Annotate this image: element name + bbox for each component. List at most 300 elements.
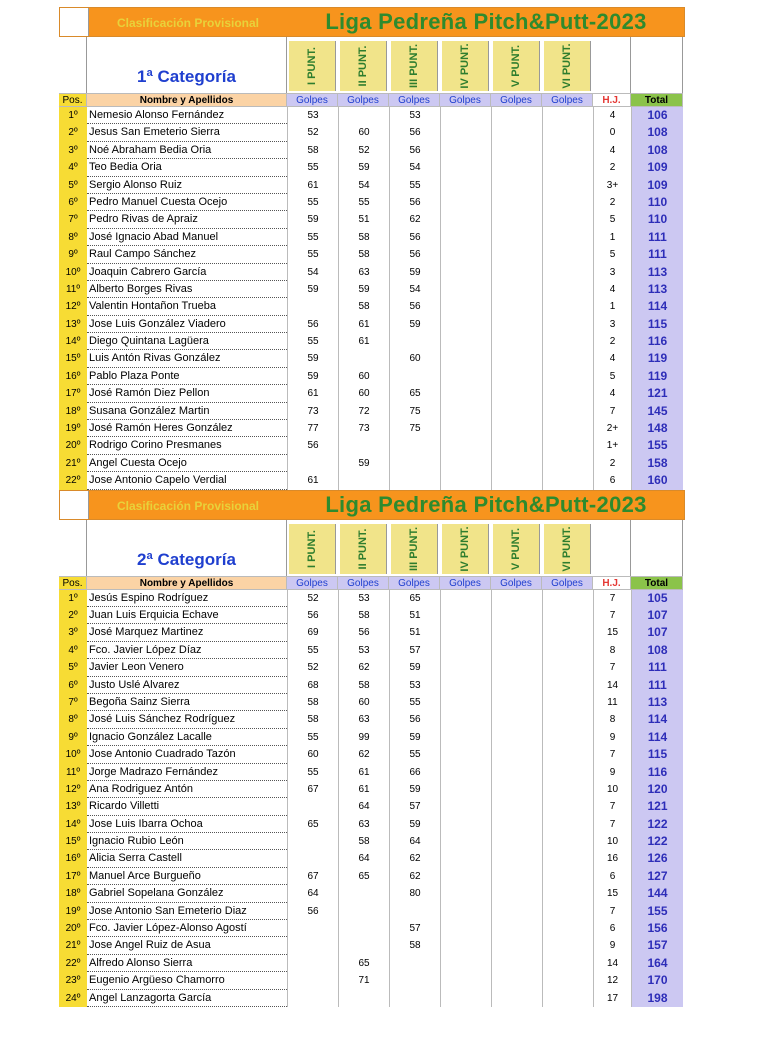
round-score-cell (491, 764, 542, 781)
player-name-cell: José Ramón Heres González (87, 420, 287, 437)
total-cell: 110 (631, 211, 683, 228)
position-cell: 22º (59, 472, 87, 489)
round-score-cell (440, 159, 491, 176)
round-score-cell (491, 437, 542, 454)
round-score-cell (542, 642, 593, 659)
position-cell: 19º (59, 420, 87, 437)
round-score-cell (440, 403, 491, 420)
round-score-cell (491, 711, 542, 728)
table-row (59, 920, 685, 937)
player-name-cell: Ricardo Villetti (87, 798, 287, 815)
table-row (59, 455, 685, 472)
round-score-cell: 62 (389, 211, 440, 228)
round-score-cell: 59 (389, 816, 440, 833)
hj-cell: 15 (593, 885, 631, 902)
round-score-cell: 75 (389, 403, 440, 420)
round-score-cell (542, 316, 593, 333)
round-score-cell: 59 (389, 659, 440, 676)
round-score-cell (491, 816, 542, 833)
round-score-cell (338, 903, 389, 920)
round-score-cell (338, 107, 389, 124)
round-score-cell (542, 607, 593, 624)
round-score-cell (389, 455, 440, 472)
round-score-cell: 64 (389, 833, 440, 850)
player-name-cell: Jose Antonio Capelo Verdial (87, 472, 287, 489)
round-score-cell: 73 (287, 403, 338, 420)
round-score-cell: 51 (389, 624, 440, 641)
player-name-cell: Pedro Rivas de Apraiz (87, 211, 287, 228)
round-score-cell: 56 (389, 229, 440, 246)
round-score-cell (491, 903, 542, 920)
hj-cell: 7 (593, 590, 631, 607)
round-score-cell: 52 (287, 659, 338, 676)
total-cell: 109 (631, 177, 683, 194)
header-blank-cell (59, 520, 87, 576)
round-score-cell: 59 (389, 729, 440, 746)
round-score-cell: 56 (389, 298, 440, 315)
round-score-cell (287, 298, 338, 315)
round-score-cell (542, 472, 593, 489)
round-score-cell (491, 885, 542, 902)
round-score-cell (491, 385, 542, 402)
round-score-cell (338, 920, 389, 937)
round-score-cell (440, 642, 491, 659)
round-score-cell (440, 885, 491, 902)
total-cell: 121 (631, 385, 683, 402)
category-block-2 (59, 490, 685, 1007)
round-score-cell (542, 142, 593, 159)
title-blank-cell (60, 491, 89, 519)
round-score-cell (491, 850, 542, 867)
round-score-cell: 60 (338, 368, 389, 385)
round-score-cell: 58 (338, 246, 389, 263)
round-score-cell (542, 798, 593, 815)
position-cell: 6º (59, 194, 87, 211)
position-cell: 10º (59, 264, 87, 281)
round-score-cell (440, 781, 491, 798)
round-score-cell (542, 159, 593, 176)
round-score-cell: 55 (389, 177, 440, 194)
position-cell: 10º (59, 746, 87, 763)
table-row (59, 281, 685, 298)
round-score-cell: 54 (389, 159, 440, 176)
round-header-label: VI PUNT. (561, 43, 573, 89)
table-row (59, 624, 685, 641)
round-score-cell (542, 229, 593, 246)
subtitle: Clasificación Provisional (116, 498, 260, 513)
round-score-cell: 58 (338, 229, 389, 246)
round-score-cell: 51 (389, 607, 440, 624)
position-cell: 18º (59, 885, 87, 902)
hj-cell: 2 (593, 333, 631, 350)
round-score-cell (440, 624, 491, 641)
round-score-cell: 68 (287, 677, 338, 694)
round-score-cell: 61 (338, 781, 389, 798)
total-cell: 157 (631, 937, 683, 954)
player-name-cell: Justo Uslé Alvarez (87, 677, 287, 694)
player-name-cell: Jose Luis Ibarra Ochoa (87, 816, 287, 833)
position-cell: 17º (59, 868, 87, 885)
round-score-cell: 59 (389, 264, 440, 281)
hj-cell: 14 (593, 955, 631, 972)
player-name-cell: José Luis Sánchez Rodríguez (87, 711, 287, 728)
total-cell: 144 (631, 885, 683, 902)
hj-cell: 4 (593, 142, 631, 159)
hj-cell: 3+ (593, 177, 631, 194)
round-score-cell: 55 (287, 194, 338, 211)
position-cell: 11º (59, 764, 87, 781)
total-cell: 107 (631, 624, 683, 641)
total-cell: 155 (631, 437, 683, 454)
total-cell: 105 (631, 590, 683, 607)
round-score-cell: 60 (338, 694, 389, 711)
player-name-cell: Sergio Alonso Ruiz (87, 177, 287, 194)
round-score-cell (542, 368, 593, 385)
hj-cell: 7 (593, 607, 631, 624)
round-score-cell (287, 955, 338, 972)
round-score-cell (287, 798, 338, 815)
position-cell: 13º (59, 316, 87, 333)
round-score-cell (542, 955, 593, 972)
round-score-cell (440, 903, 491, 920)
round-score-cell: 59 (338, 281, 389, 298)
hj-cell: 2 (593, 455, 631, 472)
header-blank-cell (59, 37, 87, 93)
round-score-cell (542, 437, 593, 454)
round-score-cell: 61 (338, 764, 389, 781)
table-row (59, 107, 685, 124)
round-score-cell: 59 (287, 211, 338, 228)
position-cell: 17º (59, 385, 87, 402)
page-title: Liga Pedreña Pitch&Putt-2023 (325, 491, 647, 517)
round-header-label: I PUNT. (306, 529, 318, 568)
hj-cell: 4 (593, 107, 631, 124)
round-score-cell: 55 (287, 159, 338, 176)
round-score-cell (542, 420, 593, 437)
round-score-cell: 64 (338, 850, 389, 867)
hj-cell: 11 (593, 694, 631, 711)
player-name-cell: Joaquin Cabrero García (87, 264, 287, 281)
golpes-header-5: Golpes (491, 576, 542, 590)
round-score-cell (440, 281, 491, 298)
round-score-cell: 57 (389, 642, 440, 659)
round-header-label: II PUNT. (357, 45, 369, 87)
round-score-cell (287, 833, 338, 850)
round-score-cell (440, 177, 491, 194)
table-row (59, 990, 685, 1007)
total-cell: 114 (631, 711, 683, 728)
table-row (59, 368, 685, 385)
hj-cell: 1 (593, 298, 631, 315)
total-cell: 164 (631, 955, 683, 972)
header-total-blank (631, 520, 683, 576)
round-score-cell: 63 (338, 816, 389, 833)
round-score-cell: 55 (287, 642, 338, 659)
round-score-cell (491, 107, 542, 124)
player-name-cell: Juan Luis Erquicia Echave (87, 607, 287, 624)
round-header-label: II PUNT. (357, 528, 369, 570)
title-bar (59, 490, 685, 520)
hj-cell: 7 (593, 746, 631, 763)
round-score-cell: 55 (287, 229, 338, 246)
round-score-cell: 65 (338, 955, 389, 972)
position-cell: 9º (59, 246, 87, 263)
header-total-blank (631, 37, 683, 93)
table-row (59, 642, 685, 659)
round-score-cell (491, 659, 542, 676)
total-cell: 113 (631, 694, 683, 711)
round-score-cell: 52 (338, 142, 389, 159)
round-score-cell: 69 (287, 624, 338, 641)
round-score-cell (491, 194, 542, 211)
total-cell: 160 (631, 472, 683, 489)
round-score-cell (389, 903, 440, 920)
position-cell: 3º (59, 624, 87, 641)
total-cell: 116 (631, 333, 683, 350)
hj-cell: 17 (593, 990, 631, 1007)
position-cell: 5º (59, 659, 87, 676)
round-score-cell: 52 (287, 124, 338, 141)
round-score-cell: 59 (389, 316, 440, 333)
round-score-cell: 55 (287, 246, 338, 263)
round-score-cell (542, 624, 593, 641)
round-score-cell: 62 (389, 850, 440, 867)
round-score-cell: 65 (389, 385, 440, 402)
round-score-cell (440, 333, 491, 350)
round-score-cell (542, 711, 593, 728)
round-score-cell: 55 (287, 729, 338, 746)
round-score-cell: 56 (287, 437, 338, 454)
table-row (59, 264, 685, 281)
player-name-cell: Alberto Borges Rivas (87, 281, 287, 298)
golpes-header-4: Golpes (440, 93, 491, 107)
round-score-cell: 57 (389, 798, 440, 815)
player-name-cell: Ana Rodriguez Antón (87, 781, 287, 798)
golpes-header-4: Golpes (440, 576, 491, 590)
table-row (59, 420, 685, 437)
hj-cell: 2 (593, 159, 631, 176)
player-name-cell: Gabriel Sopelana González (87, 885, 287, 902)
position-cell: 15º (59, 833, 87, 850)
position-cell: 21º (59, 455, 87, 472)
table-row (59, 659, 685, 676)
round-score-cell (542, 990, 593, 1007)
hj-cell: 4 (593, 281, 631, 298)
round-score-cell: 59 (287, 281, 338, 298)
round-header-label: V PUNT. (510, 44, 522, 88)
total-cell: 115 (631, 746, 683, 763)
total-cell: 119 (631, 368, 683, 385)
round-score-cell (440, 246, 491, 263)
total-cell: 158 (631, 455, 683, 472)
position-cell: 1º (59, 107, 87, 124)
total-cell: 155 (631, 903, 683, 920)
round-score-cell (440, 694, 491, 711)
total-cell: 198 (631, 990, 683, 1007)
round-score-cell (491, 972, 542, 989)
round-score-cell (440, 868, 491, 885)
round-score-cell (491, 455, 542, 472)
round-score-cell: 59 (287, 350, 338, 367)
total-cell: 114 (631, 729, 683, 746)
player-name-cell: Jesús Espino Rodríguez (87, 590, 287, 607)
player-name-cell: José Ignacio Abad Manuel (87, 229, 287, 246)
hj-cell: 3 (593, 316, 631, 333)
hj-cell: 1 (593, 229, 631, 246)
position-cell: 23º (59, 972, 87, 989)
round-score-cell: 56 (389, 142, 440, 159)
round-score-cell: 57 (389, 920, 440, 937)
round-header-4 (442, 524, 489, 574)
round-score-cell: 54 (389, 281, 440, 298)
round-score-cell (287, 990, 338, 1007)
table-row (59, 316, 685, 333)
table-row (59, 764, 685, 781)
round-score-cell: 52 (287, 590, 338, 607)
round-score-cell (491, 472, 542, 489)
round-score-cell (491, 937, 542, 954)
golpes-header-6: Golpes (542, 93, 593, 107)
round-score-cell (491, 316, 542, 333)
round-score-cell (542, 868, 593, 885)
golpes-header-5: Golpes (491, 93, 542, 107)
round-score-cell: 62 (389, 868, 440, 885)
total-cell: 108 (631, 124, 683, 141)
header-hj-blank (593, 520, 631, 576)
hj-cell: 5 (593, 246, 631, 263)
hj-cell: 1+ (593, 437, 631, 454)
round-score-cell (542, 298, 593, 315)
round-score-cell (491, 403, 542, 420)
hj-cell: 9 (593, 764, 631, 781)
round-score-cell: 67 (287, 868, 338, 885)
round-score-cell (389, 368, 440, 385)
round-score-cell (287, 850, 338, 867)
round-score-cell (287, 920, 338, 937)
round-score-cell (491, 333, 542, 350)
round-score-cell (491, 281, 542, 298)
round-score-cell (440, 229, 491, 246)
golpes-header-1: Golpes (287, 576, 338, 590)
player-name-cell: Diego Quintana Lagüera (87, 333, 287, 350)
name-header: Nombre y Apellidos (87, 93, 287, 107)
position-cell: 9º (59, 729, 87, 746)
hj-cell: 15 (593, 624, 631, 641)
player-name-cell: Jesus San Emeterio Sierra (87, 124, 287, 141)
round-score-cell (440, 298, 491, 315)
category-label: 1ª Categoría (87, 37, 287, 93)
round-score-cell (338, 885, 389, 902)
round-score-cell (440, 955, 491, 972)
player-name-cell: José Ramón Diez Pellon (87, 385, 287, 402)
round-score-cell: 63 (338, 264, 389, 281)
total-cell: 106 (631, 107, 683, 124)
round-score-cell (389, 990, 440, 1007)
total-cell: 108 (631, 142, 683, 159)
round-score-cell (440, 107, 491, 124)
position-cell: 8º (59, 229, 87, 246)
round-score-cell (440, 194, 491, 211)
round-score-cell: 73 (338, 420, 389, 437)
round-header-label: I PUNT. (306, 47, 318, 85)
round-score-cell: 59 (389, 781, 440, 798)
round-score-cell: 61 (287, 385, 338, 402)
name-header: Nombre y Apellidos (87, 576, 287, 590)
column-header-row (59, 576, 685, 590)
round-score-cell: 60 (338, 385, 389, 402)
table-row (59, 885, 685, 902)
hj-cell: 2+ (593, 420, 631, 437)
position-cell: 14º (59, 816, 87, 833)
position-cell: 13º (59, 798, 87, 815)
round-score-cell (542, 590, 593, 607)
round-score-cell: 56 (287, 607, 338, 624)
round-score-cell: 62 (338, 746, 389, 763)
total-cell: 120 (631, 781, 683, 798)
hj-cell: 3 (593, 264, 631, 281)
hj-cell: 8 (593, 711, 631, 728)
golpes-header-2: Golpes (338, 93, 389, 107)
table-row (59, 868, 685, 885)
player-name-cell: Pedro Manuel Cuesta Ocejo (87, 194, 287, 211)
table-row (59, 124, 685, 141)
round-score-cell: 59 (338, 455, 389, 472)
round-header-3 (391, 41, 438, 91)
round-score-cell: 80 (389, 885, 440, 902)
round-score-cell (491, 298, 542, 315)
position-cell: 3º (59, 142, 87, 159)
table-row (59, 781, 685, 798)
round-score-cell (491, 746, 542, 763)
player-name-cell: Nemesio Alonso Fernández (87, 107, 287, 124)
player-name-cell: Susana González Martin (87, 403, 287, 420)
player-name-cell: Jose Antonio San Emeterio Diaz (87, 903, 287, 920)
round-score-cell (338, 437, 389, 454)
hj-cell: 14 (593, 677, 631, 694)
position-cell: 2º (59, 607, 87, 624)
hj-cell: 6 (593, 920, 631, 937)
round-score-cell: 65 (287, 816, 338, 833)
round-score-cell: 77 (287, 420, 338, 437)
header-hj-blank (593, 37, 631, 93)
total-cell: 111 (631, 246, 683, 263)
round-score-cell: 53 (338, 590, 389, 607)
table-row (59, 142, 685, 159)
round-score-cell (491, 142, 542, 159)
round-score-cell: 65 (389, 590, 440, 607)
round-score-cell: 54 (338, 177, 389, 194)
total-header: Total (631, 576, 683, 590)
position-cell: 5º (59, 177, 87, 194)
round-score-cell: 61 (338, 333, 389, 350)
round-score-cell (542, 850, 593, 867)
round-score-cell: 58 (287, 694, 338, 711)
round-score-cell (440, 833, 491, 850)
round-header-6 (544, 41, 591, 91)
round-header-5 (493, 41, 540, 91)
table-row (59, 711, 685, 728)
table-row (59, 350, 685, 367)
table-row (59, 955, 685, 972)
round-header-label: IV PUNT. (459, 43, 471, 89)
round-score-cell (440, 798, 491, 815)
round-score-cell: 56 (389, 711, 440, 728)
round-score-cell (389, 437, 440, 454)
round-score-cell (542, 746, 593, 763)
round-score-cell: 55 (287, 764, 338, 781)
round-score-cell (491, 246, 542, 263)
pos-header: Pos. (59, 93, 87, 107)
